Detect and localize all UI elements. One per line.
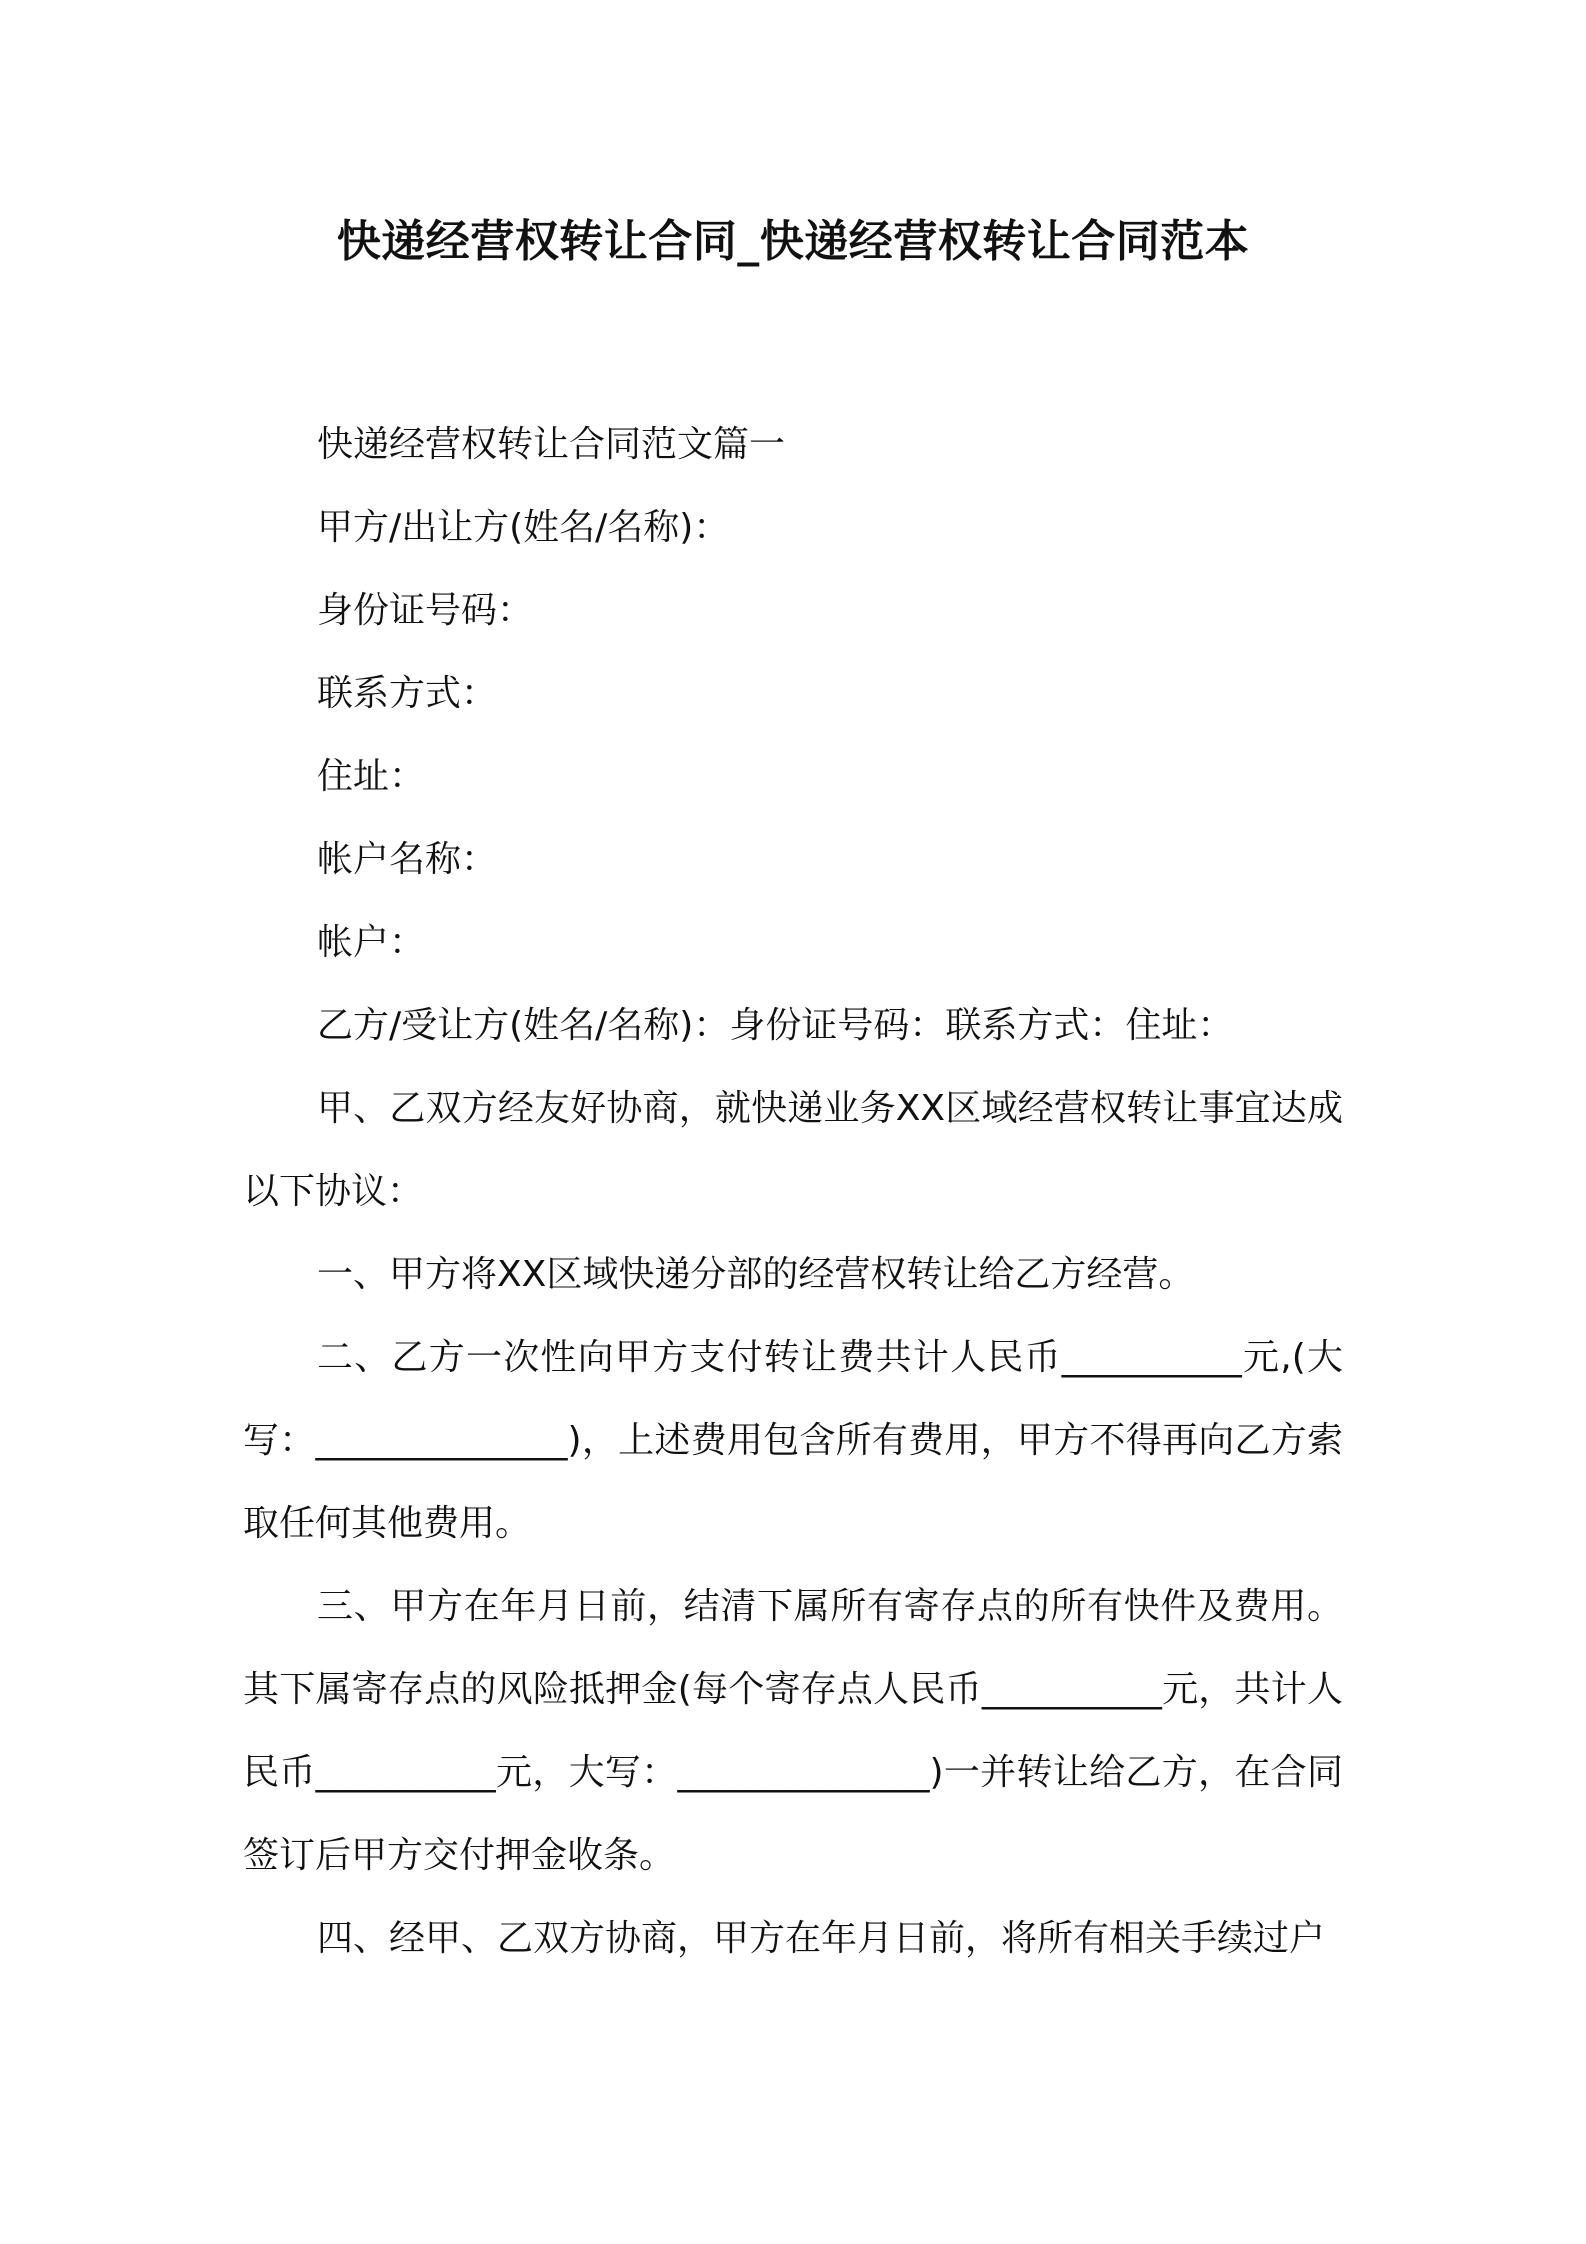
- paragraph-clause-1: 一、甲方将XX区域快递分部的经营权转让给乙方经营。: [317, 1254, 1195, 1295]
- paragraph-party-a-name: 甲方/出让方(姓名/名称)：: [317, 507, 730, 548]
- paragraph-party-a-address: 住址：: [317, 756, 426, 797]
- document-body: [243, 403, 1343, 1980]
- paragraph-clause-3: 三、甲方在年月日前，结清下属所有寄存点的所有快件及费用。其下属寄存点的风险抵押金(每个寄存点人民币__________元，共计人民币__________元，大写：______________)一并转让给乙方，在合同签订后甲方交付押金收条。: [243, 1586, 1343, 1876]
- paragraph-party-a-contact: 联系方式：: [317, 673, 498, 714]
- paragraph-party-a-account: 帐户：: [317, 922, 426, 963]
- paragraph-clause-2: 二、乙方一次性向甲方支付转让费共计人民币__________元,(大写：______________)，上述费用包含所有费用，甲方不得再向乙方索取任何其他费用。: [243, 1337, 1343, 1544]
- paragraph-intro: 甲、乙双方经友好协商，就快递业务XX区域经营权转让事宜达成以下协议：: [243, 1088, 1343, 1212]
- paragraph-clause-4: 四、经甲、乙双方协商，甲方在年月日前，将所有相关手续过户: [317, 1918, 1326, 1959]
- paragraph-party-a-account-name: 帐户名称：: [317, 839, 498, 880]
- paragraph-party-b-info: 乙方/受让方(姓名/名称)：身份证号码：联系方式：住址：: [317, 1005, 1234, 1046]
- paragraph-party-a-id: 身份证号码：: [317, 590, 534, 631]
- paragraph-section-heading: 快递经营权转让合同范文篇一: [317, 424, 786, 465]
- document-title: 快递经营权转让合同_快递经营权转让合同范本: [336, 216, 1250, 267]
